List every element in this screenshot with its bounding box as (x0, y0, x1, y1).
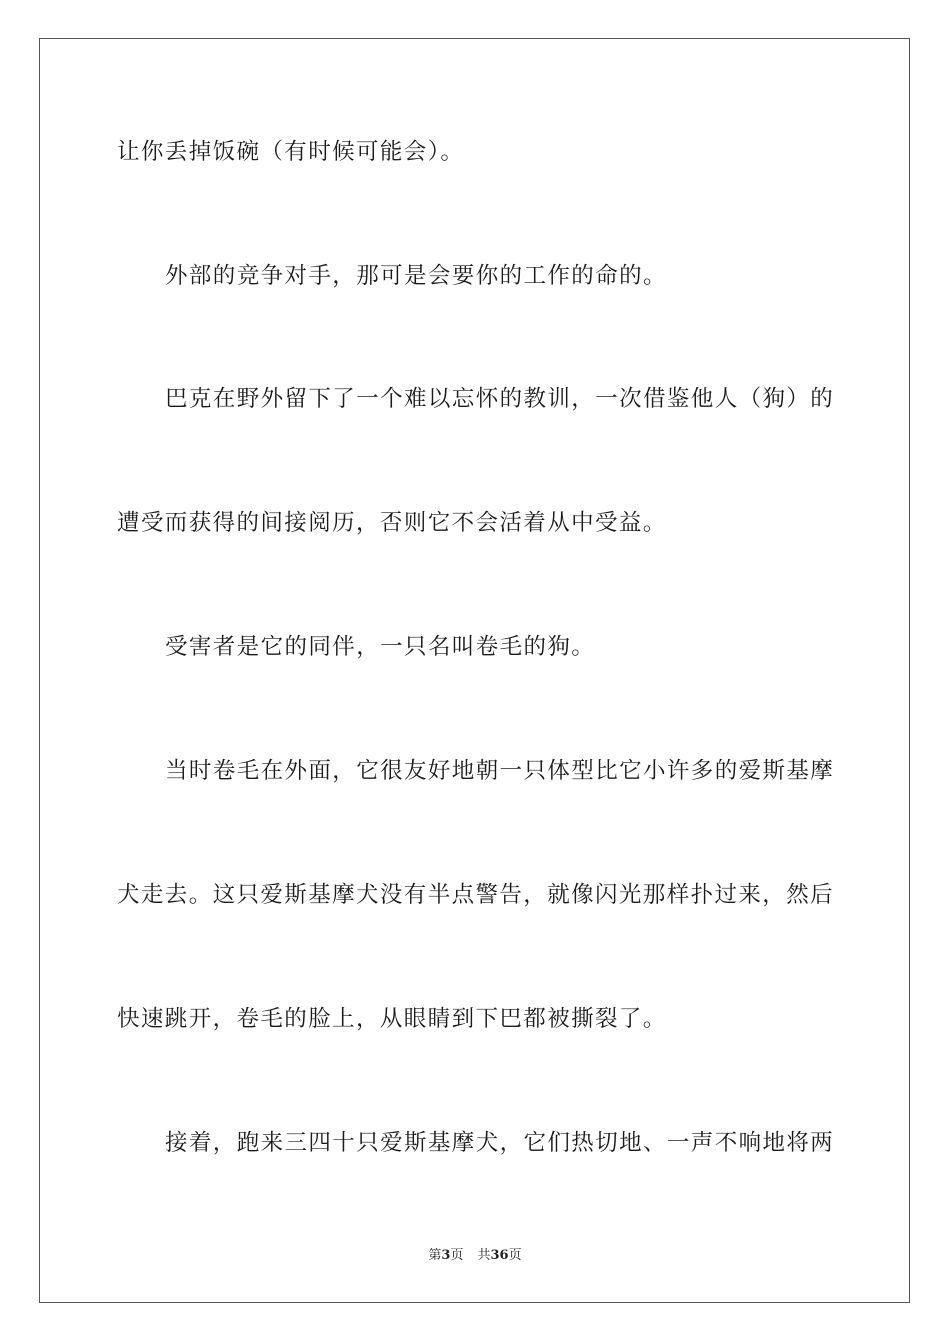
page-footer (0, 1246, 950, 1266)
text-line-6: 当时卷毛在外面，它很友好地朝一只体型比它小许多的爱斯基摩 (165, 758, 835, 784)
text-line-1: 让你丢掉饭碗（有时候可能会）。 (117, 139, 465, 165)
text-line-8: 快速跳开，卷毛的脸上，从眼睛到下巴都被撕裂了。 (117, 1006, 667, 1032)
text-line-9: 接着，跑来三四十只爱斯基摩犬，它们热切地、一声不响地将两 (165, 1130, 835, 1156)
footer-total-prefix: 共 (477, 1248, 491, 1263)
text-line-2: 外部的竞争对手，那可是会要你的工作的命的。 (165, 263, 667, 289)
text-line-7: 犬走去。这只爱斯基摩犬没有半点警告，就像闪光那样扑过来，然后 (117, 882, 835, 908)
footer-page-number: 3 (441, 1248, 451, 1263)
page-border (39, 38, 910, 1303)
footer-page-suffix: 页 (450, 1248, 464, 1263)
footer-total-pages: 36 (490, 1248, 509, 1263)
footer-page-prefix: 第 (428, 1248, 442, 1263)
text-line-5: 受害者是它的同伴，一只名叫卷毛的狗。 (165, 634, 596, 660)
text-line-3: 巴克在野外留下了一个难以忘怀的教训，一次借鉴他人（狗）的 (165, 386, 835, 412)
text-line-4: 遭受而获得的间接阅历，否则它不会活着从中受益。 (117, 510, 667, 536)
footer-total-suffix: 页 (508, 1248, 522, 1263)
